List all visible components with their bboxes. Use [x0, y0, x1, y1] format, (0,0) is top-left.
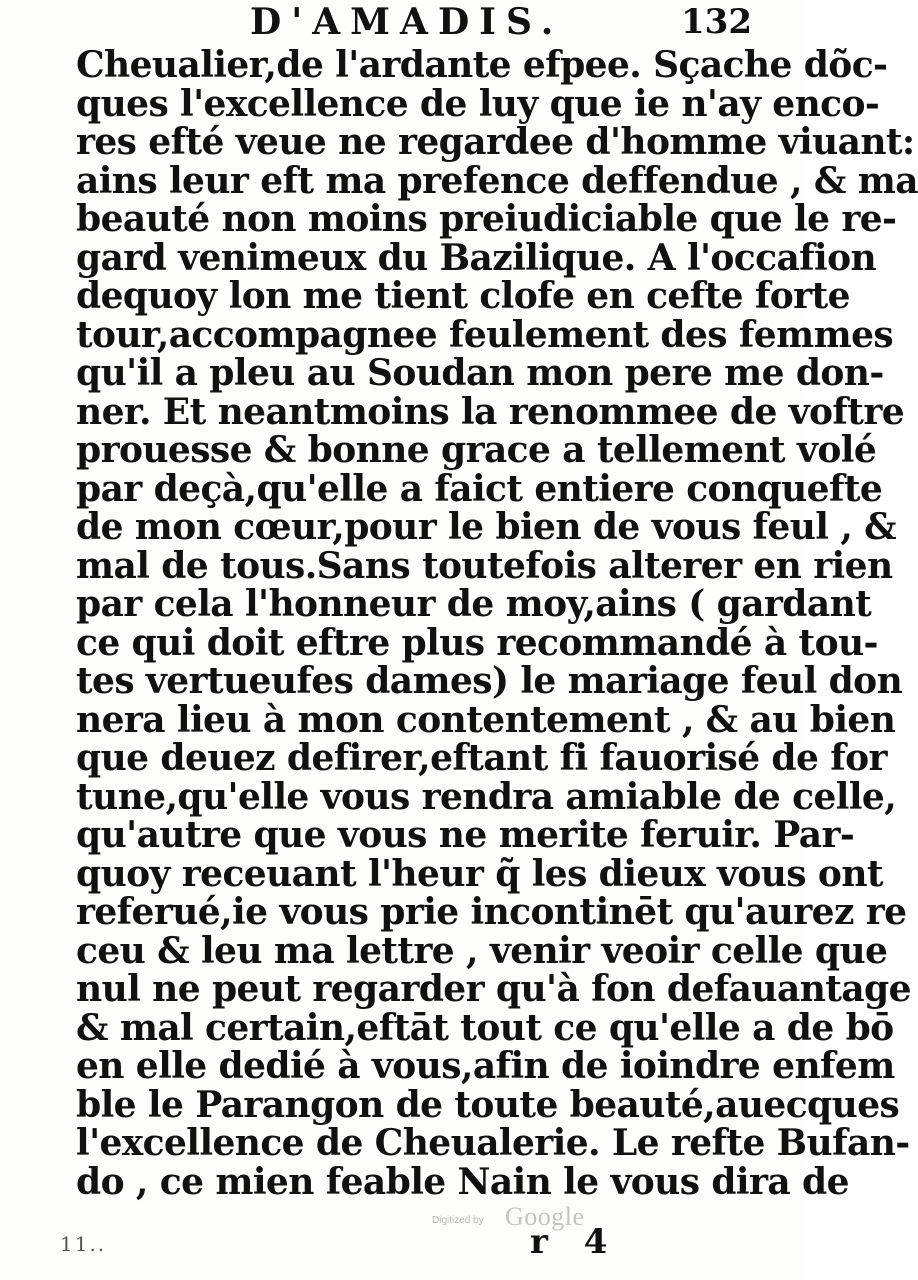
text-line: nera lieu à mon contentement , & au bien [76, 698, 896, 741]
text-line: res efté veue ne regardee d'homme viuant: [76, 121, 915, 163]
text-line: referué,ie vous prie incontinēt qu'aurez re [76, 891, 907, 933]
text-line: quoy receuant l'heur q̃ les dieux vous ont [76, 852, 883, 895]
text-line: par cela l'honneur de moy,ains ( gardant [76, 583, 872, 625]
text-line: en elle dedié à vous,afin de ioindre enfem [76, 1045, 895, 1087]
text-line: ains leur eft ma prefence deffendue , & ma [76, 159, 918, 202]
text-line: qu'il a pleu au Soudan mon pere me don- [76, 352, 884, 394]
text-line: mal de tous.Sans toutefois alterer en rien [76, 544, 893, 587]
page-header [0, 2, 804, 42]
text-line: par deçà,qu'elle a faict entiere conquefte [76, 467, 883, 510]
text-line: Cheualier,de l'ardante efpee. Sçache dõc- [76, 44, 888, 86]
running-head: D'AMADIS. [250, 1, 564, 43]
text-line: gard venimeux du Bazilique. A l'occafion [76, 236, 877, 279]
text-line: que deuez defirer,eftant fi fauorisé de for [76, 737, 887, 779]
google-watermark: Google [505, 1202, 585, 1231]
signature-mark: r 4 [530, 1222, 620, 1262]
text-line: & mal certain,eftāt tout ce qu'elle a de bō [76, 1006, 894, 1049]
page-footer [0, 1202, 804, 1280]
text-line: ce qui doit eftre plus recommandé à tou- [76, 621, 878, 664]
text-line: ner. Et neantmoins la renommee de voftre [76, 390, 905, 433]
text-line: ble le Parangon de toute beauté,auecques [76, 1083, 900, 1126]
text-line: de mon cœur,pour le bien de vous feul , & [76, 506, 897, 548]
text-line: ceu & leu ma lettre , venir veoir celle que [76, 929, 888, 972]
text-line: prouesse & bonne grace a tellement volé [76, 429, 877, 471]
margin-note: 11.. [60, 1232, 107, 1256]
text-line: nul ne peut regarder qu'à fon defauantage [76, 968, 911, 1010]
text-line: dequoy lon me tient clofe en cefte forte [76, 275, 850, 317]
body-text [76, 44, 918, 1203]
text-line: qu'autre que vous ne merite feruir. Par- [76, 814, 855, 856]
text-line: tune,qu'elle vous rendra amiable de celle, [76, 775, 897, 818]
text-line: ques l'excellence de luy que ie n'ay enco- [76, 82, 880, 125]
digitized-label: Digitized by [432, 1215, 484, 1226]
text-line: do , ce mien feable Nain le vous dira de [76, 1160, 849, 1203]
text-line: l'excellence de Cheualerie. Le refte Bufan- [76, 1122, 910, 1164]
text-line: beauté non moins preiudiciable que le re- [76, 198, 897, 240]
text-line: tour,accompagnee feulement des femmes [76, 313, 894, 356]
page-number: 132 [681, 2, 752, 42]
text-line: tes vertueufes dames) le mariage feul don [76, 660, 903, 702]
